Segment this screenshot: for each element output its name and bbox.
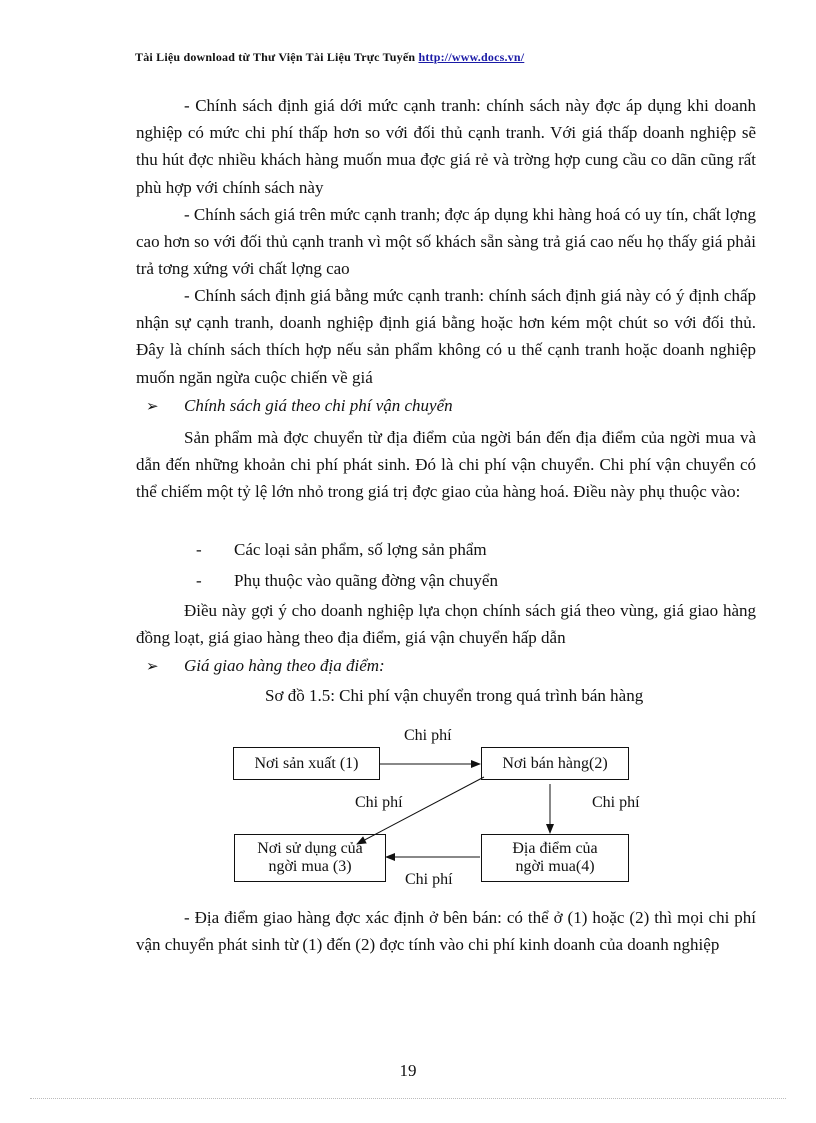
box4-line2: ngời mua(4) <box>515 858 595 875</box>
box-buyer-location <box>481 834 629 882</box>
dash-text: Phụ thuộc vào quãng đờng vận chuyển <box>234 571 498 590</box>
box3-line1: Nơi sử dụng của <box>257 840 363 857</box>
dash-mark: - <box>196 571 202 590</box>
paragraph-equal-competition: - Chính sách định giá bằng mức cạnh tranh: chính sách định giá này có ý định chấp nhận sự cạnh tranh, doanh nghiệp định giá bằng hoặc hơn kém một chút so với đối thủ. Đây là chính sách thích hợp nếu sản phẩm không có u thế cạnh tranh hoặc doanh nghiệp muốn ngăn ngừa cuộc chiến về giá <box>136 286 756 387</box>
page-number: 19 <box>399 1061 417 1080</box>
label-cost-diagonal: Chi phí <box>355 794 403 811</box>
paragraph-transport-cost: Sản phẩm mà đợc chuyển từ địa điểm của ngời bán đến địa điểm của ngời mua và dẫn đến những khoản chi phí phát sinh. Đó là chi phí vận chuyển. Chi phí vận chuyển có thể chiếm một tỷ lệ lớn nhỏ trong giá trị đợc giao của hàng hoá. Điều này phụ thuộc vào: <box>136 428 756 502</box>
box-buyer-use-place <box>234 834 386 882</box>
paragraph-above-competition: - Chính sách giá trên mức cạnh tranh; đợc áp dụng khi hàng hoá có uy tín, chất lợng cao hơn so với đối thủ cạnh tranh vì một số khách sẵn sàng trả giá cao nếu họ thấy giá phải trả tơng xứng với chất lợng cao <box>136 205 756 279</box>
label-cost-bottom: Chi phí <box>405 871 453 888</box>
box4-line1: Địa điểm của <box>512 840 598 857</box>
arrow-bullet-icon: ➢ <box>146 657 159 675</box>
bullet-text: Chính sách giá theo chi phí vận chuyển <box>184 396 453 415</box>
paragraph-pricing-suggestion: Điều này gợi ý cho doanh nghiệp lựa chọn chính sách giá theo vùng, giá giao hàng đồng loạt, giá giao hàng theo địa điểm, giá vận chuyển hấp dẫn <box>136 601 756 648</box>
page-bottom-divider <box>30 1098 786 1099</box>
diagram-caption: Sơ đồ 1.5: Chi phí vận chuyển trong quá trình bán hàng <box>265 686 644 705</box>
bullet-text: Giá giao hàng theo địa điểm: <box>184 656 385 675</box>
dash-text: Các loại sản phẩm, số lợng sản phẩm <box>234 540 487 559</box>
box-production-place: Nơi sản xuất (1) <box>233 747 380 780</box>
label-cost-right: Chi phí <box>592 794 640 811</box>
box3-line2: ngời mua (3) <box>268 858 352 875</box>
dash-mark: - <box>196 540 202 559</box>
header-text: Tài Liệu download từ Thư Viện Tài Liệu Trực Tuyến <box>135 50 416 64</box>
paragraph-delivery-at-seller: - Địa điểm giao hàng đợc xác định ở bên bán: có thể ở (1) hoặc (2) thì mọi chi phí vận chuyển phát sinh từ (1) đến (2) đợc tính vào chi phí kinh doanh của doanh nghiệp <box>136 908 756 955</box>
paragraph-below-competition: - Chính sách định giá dới mức cạnh tranh: chính sách này đợc áp dụng khi doanh nghiệp có mức chi phí thấp hơn so với đối thủ cạnh tranh. Với giá thấp doanh nghiệp sẽ thu hút đợc nhiều khách hàng muốn mua đợc giá rẻ và trờng hợp cung cầu co dãn cũng rất phù hợp với chính sách này <box>136 96 756 197</box>
label-cost-top: Chi phí <box>404 727 452 744</box>
header-link[interactable]: http://www.docs.vn/ <box>418 50 525 64</box>
arrow-bullet-icon: ➢ <box>146 397 159 415</box>
box-sales-place: Nơi bán hàng(2) <box>481 747 629 780</box>
